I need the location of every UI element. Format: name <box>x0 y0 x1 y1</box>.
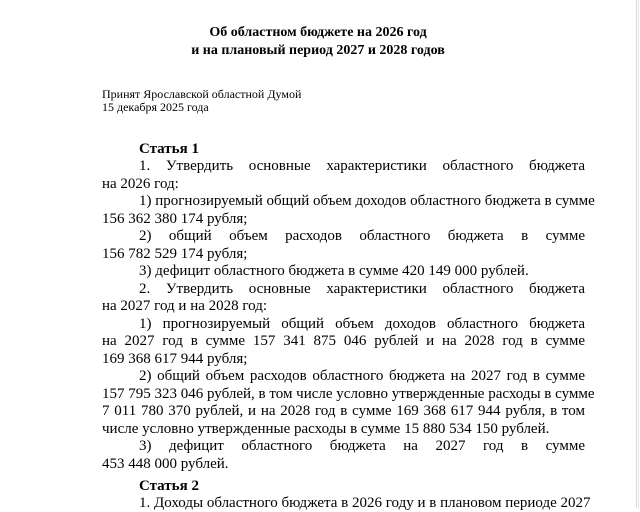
article-1-line: 1) прогнозируемый общий объем доходов областного бюджета в сумме <box>139 193 595 209</box>
article-1-line: числе условно утвержденные расходы в сумме 15 880 534 150 рублей. <box>102 421 550 437</box>
article-2-heading: Статья 2 <box>139 478 199 494</box>
document-title-line-1: Об областном бюджете на 2026 год <box>209 25 427 40</box>
adopted-by: Принят Ярославской областной Думой <box>102 87 302 101</box>
article-1-line: на 2027 год и на 2028 год: <box>102 298 268 314</box>
page-edge-shadow <box>638 0 639 508</box>
article-1-line: 3) дефицит областного бюджета на 2027 год в сумме <box>139 438 585 454</box>
article-1-line: на 2026 год: <box>102 176 179 192</box>
article-1-line: 453 448 000 рублей. <box>102 456 229 472</box>
article-1-line: 2. Утвердить основные характеристики областного бюджета <box>139 281 585 297</box>
article-1-line: 2) общий объем расходов областного бюджета в сумме <box>139 228 585 244</box>
article-1-line: 156 782 529 174 рубля; <box>102 246 248 262</box>
article-1-line: 169 368 617 944 рубля; <box>102 351 248 367</box>
adopted-date: 15 декабря 2025 года <box>102 100 209 114</box>
article-1-line: 2) общий объем расходов областного бюджета на 2027 год в сумме <box>139 368 585 384</box>
article-2-line: 1. Доходы областного бюджета в 2026 году и в плановом периоде 2027 <box>139 495 591 511</box>
article-1-line: 1. Утвердить основные характеристики областного бюджета <box>139 158 585 174</box>
document-title-line-2: и на плановый период 2027 и 2028 годов <box>191 43 445 58</box>
article-1-line: 7 011 780 370 рублей, и на 2028 год в сумме 169 368 617 944 рубля, в том <box>102 403 585 419</box>
page-edge <box>636 0 637 508</box>
article-1-heading: Статья 1 <box>139 141 199 157</box>
article-1-line: 156 362 380 174 рубля; <box>102 211 248 227</box>
article-1-line: 157 795 323 046 рублей, в том числе условно утвержденные расходы в сумме <box>102 386 595 402</box>
article-1-line: 1) прогнозируемый общий объем доходов областного бюджета <box>139 316 585 332</box>
article-1-line: 3) дефицит областного бюджета в сумме 420 149 000 рублей. <box>139 263 529 279</box>
article-1-line: на 2027 год в сумме 157 341 875 046 рублей и на 2028 год в сумме <box>102 333 585 349</box>
